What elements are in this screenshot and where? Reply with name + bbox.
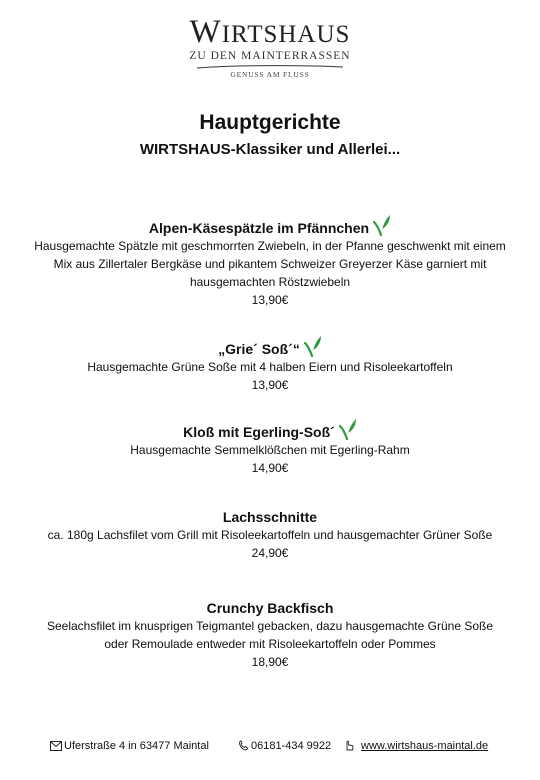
dish-description bbox=[10, 617, 530, 653]
logo-tagline: GENUSS AM FLUSS bbox=[230, 70, 310, 79]
dish-description-line: Hausgemachte Semmelklößchen mit Egerling-Rahm bbox=[130, 443, 410, 457]
pointer-hand-icon bbox=[343, 739, 355, 751]
restaurant-logo bbox=[0, 14, 540, 80]
dish-description-line: hausgemachten Röstzwiebeln bbox=[189, 275, 351, 289]
dish-name: „Grie´ Soß´“ bbox=[218, 341, 300, 357]
dish-name: Crunchy Backfisch bbox=[206, 600, 334, 616]
page-subtitle: WIRTSHAUS-Klassiker und Allerlei... bbox=[139, 141, 401, 158]
dish-description bbox=[10, 358, 530, 376]
dish-price: 18,90€ bbox=[251, 655, 289, 669]
dish-price: 14,90€ bbox=[251, 461, 289, 475]
footer-website bbox=[343, 738, 488, 754]
dish-item bbox=[10, 508, 530, 562]
dish-description-line: Seelachsfilet im knusprigen Teigmantel gebacken, dazu hausgemachte Grüne Soße bbox=[46, 619, 494, 633]
logo-wordmark: WIRTSHAUS bbox=[189, 14, 351, 50]
dish-description-line: oder Remoulade entweder mit Risoleekartoffeln oder Pommes bbox=[104, 637, 436, 651]
dish-name-row bbox=[10, 214, 530, 237]
menu-heading bbox=[0, 110, 540, 160]
phone-text: 06181-434 9922 bbox=[251, 740, 332, 752]
dish-description-line: ca. 180g Lachsfilet vom Grill mit Risoleekartoffeln und hausgemachter Grüner Soße bbox=[47, 528, 493, 542]
phone-icon bbox=[238, 740, 249, 751]
dish-name: Alpen-Käsespätzle im Pfännchen bbox=[148, 220, 370, 236]
address-text: Uferstraße 4 in 63477 Maintal bbox=[64, 740, 209, 752]
dish-name-row bbox=[10, 508, 530, 526]
page-title: Hauptgerichte bbox=[199, 111, 341, 134]
logo-subtitle: ZU DEN MAINTERRASSEN bbox=[189, 50, 351, 62]
footer-address bbox=[50, 738, 209, 754]
dish-name-row bbox=[10, 599, 530, 617]
dish-price: 24,90€ bbox=[251, 546, 289, 560]
dish-name-row bbox=[10, 418, 530, 441]
dish-name: Lachsschnitte bbox=[222, 509, 318, 525]
dish-item bbox=[10, 418, 530, 477]
dish-item bbox=[10, 599, 530, 671]
vegetarian-leaf-icon bbox=[339, 418, 357, 440]
vegetarian-leaf-icon bbox=[304, 335, 322, 357]
dish-description bbox=[10, 526, 530, 544]
dish-item bbox=[10, 214, 530, 309]
dish-price: 13,90€ bbox=[251, 293, 289, 307]
dish-price: 13,90€ bbox=[251, 378, 289, 392]
vegetarian-leaf-icon bbox=[373, 214, 391, 236]
dish-description bbox=[10, 441, 530, 459]
website-link[interactable]: www.wirtshaus-maintal.de bbox=[361, 740, 489, 752]
dish-description-line: Hausgemachte Grüne Soße mit 4 halben Eiern und Risoleekartoffeln bbox=[87, 360, 453, 374]
dish-name: Kloß mit Egerling-Soß´ bbox=[183, 424, 335, 440]
dish-description-line: Hausgemachte Spätzle mit geschmorrten Zwiebeln, in der Pfanne geschwenkt mit einem bbox=[34, 239, 506, 253]
envelope-icon bbox=[50, 741, 62, 751]
dish-item bbox=[10, 335, 530, 394]
footer-phone bbox=[238, 738, 331, 754]
dish-description-line: Mix aus Zillertaler Bergkäse und pikantem Schweizer Greyerzer Käse garniert mit bbox=[53, 257, 487, 271]
dish-name-row bbox=[10, 335, 530, 358]
dish-description bbox=[10, 237, 530, 291]
